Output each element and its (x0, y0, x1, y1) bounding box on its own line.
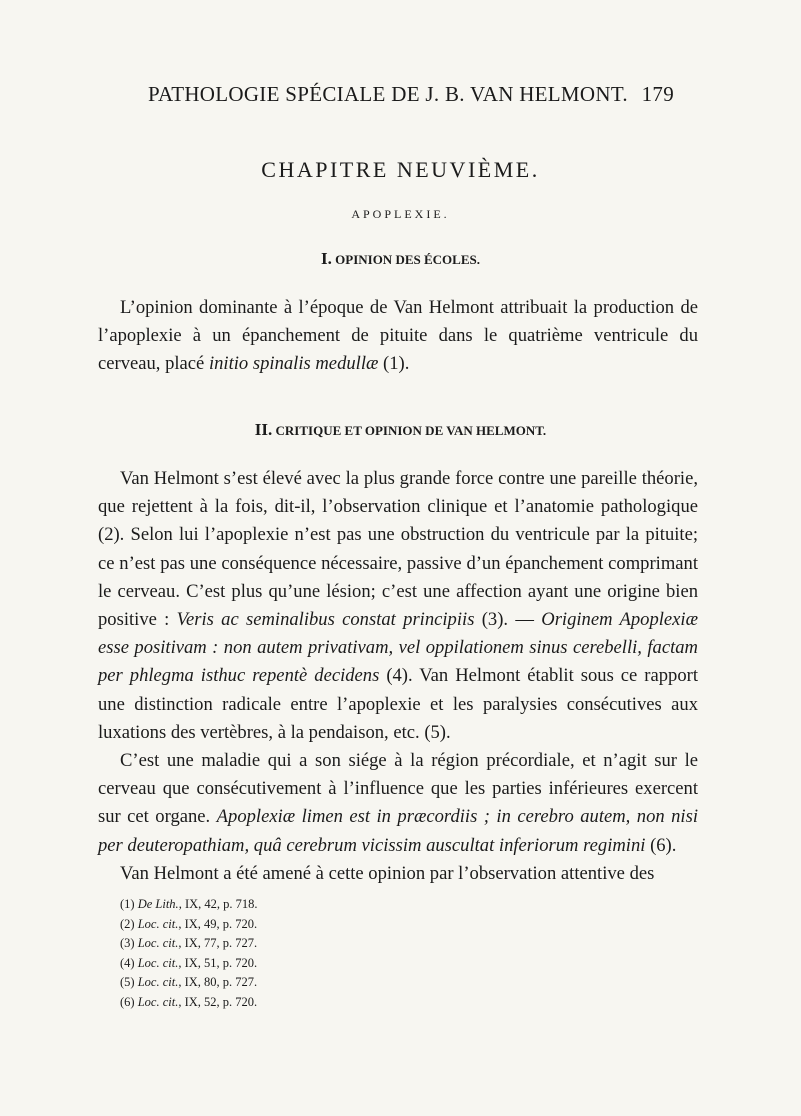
text-run: L’opinion dominante à l’époque de Van Helmont attribuait la production de l’apoplexie à un épanchement de pituite dans le quatrième ventricule du cerveau, placé (98, 297, 698, 375)
section-1-numeral: I. (321, 249, 332, 268)
footnote-text: , IX, 49, p. 720. (178, 916, 258, 931)
text-run: (1). (378, 353, 410, 375)
footnotes (120, 895, 258, 1013)
footnote-ref: Loc. cit. (137, 936, 179, 951)
footnote (120, 954, 258, 974)
footnote-ref: Loc. cit. (137, 955, 179, 970)
footnote-text: , IX, 77, p. 727. (178, 936, 258, 951)
running-head (148, 82, 674, 107)
chapter-subject: APOPLEXIE. (351, 207, 450, 221)
latin-quote: Veris ac seminalibus constat principiis (176, 609, 475, 631)
footnote-mark: (2) (120, 916, 135, 931)
footnote-text: , IX, 42, p. 718. (178, 897, 258, 911)
footnote-mark: (1) (120, 897, 135, 911)
footnote-text: , IX, 52, p. 720. (178, 994, 258, 1009)
section-1-title: OPINION DES ÉCOLES. (335, 252, 480, 267)
footnote-mark: (4) (120, 955, 135, 970)
text-run: (6). (645, 834, 677, 856)
footnote-mark: (3) (120, 936, 135, 951)
section-1-body (98, 294, 698, 379)
footnote (120, 934, 258, 954)
footnote-ref: Loc. cit. (137, 975, 179, 990)
footnote (120, 993, 258, 1013)
section-2-body (98, 465, 698, 888)
running-title: PATHOLOGIE SPÉCIALE DE J. B. VAN HELMONT. (148, 82, 628, 106)
text-run: Van Helmont s’est élevé avec la plus grande force contre une pareille théorie, que rejettent à la fois, dit-il, l’observation clinique et l’anatomie pathologique (2). Selon lui l’apoplexie n’est pas une obstruction du ventricule par la pituite; ce n’est pas une conséquence nécessaire, passive d’un épanchement comprimant le cerveau. C’est plus qu’une lésion; c’est une affection ayant une origine bien positive : (98, 468, 698, 631)
section-2-title: CRITIQUE ET OPINION DE VAN HELMONT. (275, 423, 547, 438)
paragraph (98, 294, 698, 379)
page-number: 179 (641, 82, 674, 106)
footnote-text: , IX, 80, p. 727. (178, 975, 258, 990)
latin-quote: initio spinalis medullæ (208, 353, 379, 375)
section-2-numeral: II. (254, 420, 273, 439)
footnote (120, 915, 258, 935)
section-1-heading (0, 249, 801, 269)
latin-quote: Originem Apoplexiæ esse positivam : non autem privativam, vel oppilationem sinus cerebelli, factam per phlegma isthuc repentè decidens (98, 609, 698, 687)
section-2-heading (0, 420, 801, 440)
footnote (120, 973, 258, 993)
paragraph (98, 860, 698, 888)
text-run: (4). Van Helmont établit sous ce rapport une distinction radicale entre l’apoplexie et les paralysies consécutives aux luxations des vertèbres, à la pendaison, etc. (5). (98, 665, 698, 743)
text-run: (3). — (474, 609, 542, 631)
footnote-mark: (6) (120, 994, 135, 1009)
text-run: Van Helmont a été amené à cette opinion par l’observation attentive des (120, 862, 655, 884)
paragraph (98, 465, 698, 747)
footnote (120, 895, 258, 915)
text-run: C’est une maladie qui a son siége à la région précordiale, et n’agit sur le cerveau que consécutivement à l’influence que les parties inférieures exercent sur cet organe. (98, 750, 698, 828)
chapter-title: CHAPITRE NEUVIÈME. (261, 157, 540, 182)
footnote-ref: De Lith. (137, 897, 179, 911)
paragraph (98, 747, 698, 860)
footnote-ref: Loc. cit. (137, 916, 179, 931)
footnote-mark: (5) (120, 975, 135, 990)
footnote-text: , IX, 51, p. 720. (178, 955, 258, 970)
footnote-ref: Loc. cit. (137, 994, 179, 1009)
latin-quote: Apoplexiæ limen est in præcordiis ; in cerebro autem, non nisi per deuteropathiam, quâ cerebrum vicissim auscultat inferiorum regimini (98, 806, 698, 856)
